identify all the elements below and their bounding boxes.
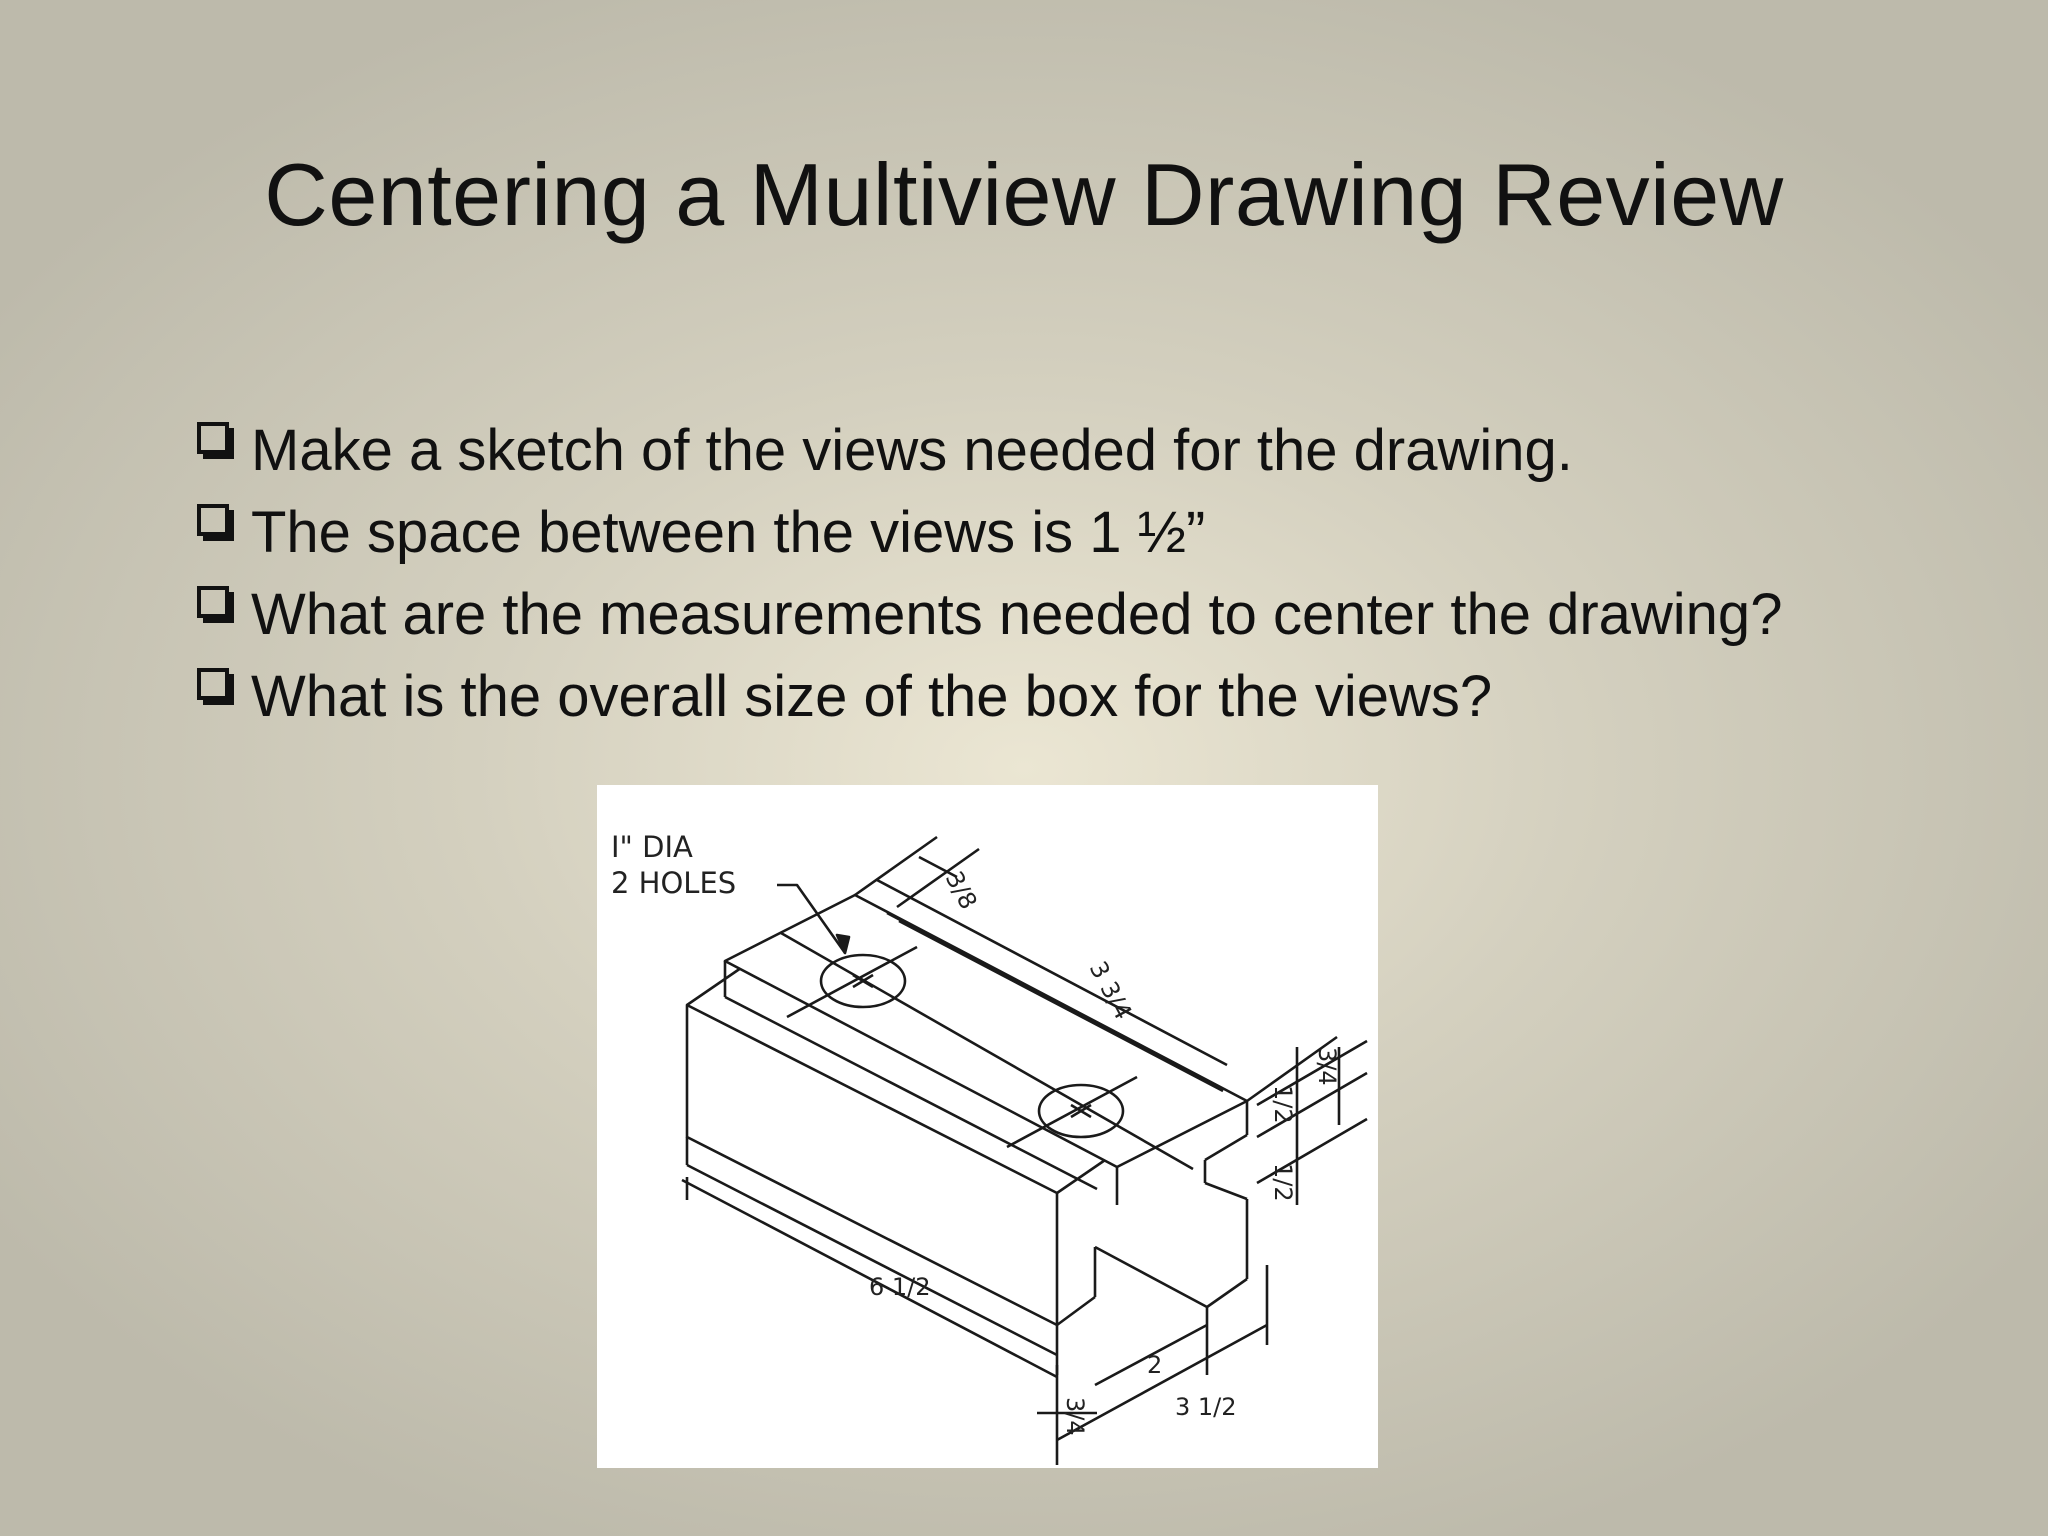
dim-top-long: 3 3/4 xyxy=(1083,956,1138,1025)
bullet-text: Make a sketch of the views needed for the drawing. xyxy=(251,418,1573,483)
bullet-text: What are the measurements needed to center the drawing? xyxy=(251,582,1783,647)
dim-base-height: 3/4 xyxy=(1061,1397,1089,1436)
bullet-item xyxy=(195,656,1782,738)
bullet-item xyxy=(195,492,1782,574)
bullet-list xyxy=(195,410,1782,738)
dim-right-lower: 1/2 xyxy=(1269,1163,1297,1202)
bullet-text: What is the overall size of the box for the views? xyxy=(251,664,1493,729)
slide-title: Centering a Multiview Drawing Review xyxy=(264,145,1784,244)
checkbox-square-icon xyxy=(195,500,237,560)
isometric-drawing-figure xyxy=(597,785,1378,1468)
callout-dia-label: I" DIA xyxy=(611,830,693,864)
dim-right-total: 3/4 xyxy=(1313,1047,1341,1086)
dim-right-upper: 1/2 xyxy=(1269,1085,1297,1124)
checkbox-square-icon xyxy=(195,664,237,724)
dim-overall-width: 3 1/2 xyxy=(1175,1393,1237,1421)
dim-top-small: 3/8 xyxy=(939,866,983,914)
bullet-item xyxy=(195,574,1782,656)
bullet-text: The space between the views is 1 ½” xyxy=(251,500,1206,565)
checkbox-square-icon xyxy=(195,418,237,478)
bullet-item xyxy=(195,410,1782,492)
dim-slot-width: 2 xyxy=(1147,1351,1163,1379)
callout-holes-label: 2 HOLES xyxy=(611,866,737,900)
dim-length: 6 1/2 xyxy=(869,1273,931,1301)
checkbox-square-icon xyxy=(195,582,237,642)
